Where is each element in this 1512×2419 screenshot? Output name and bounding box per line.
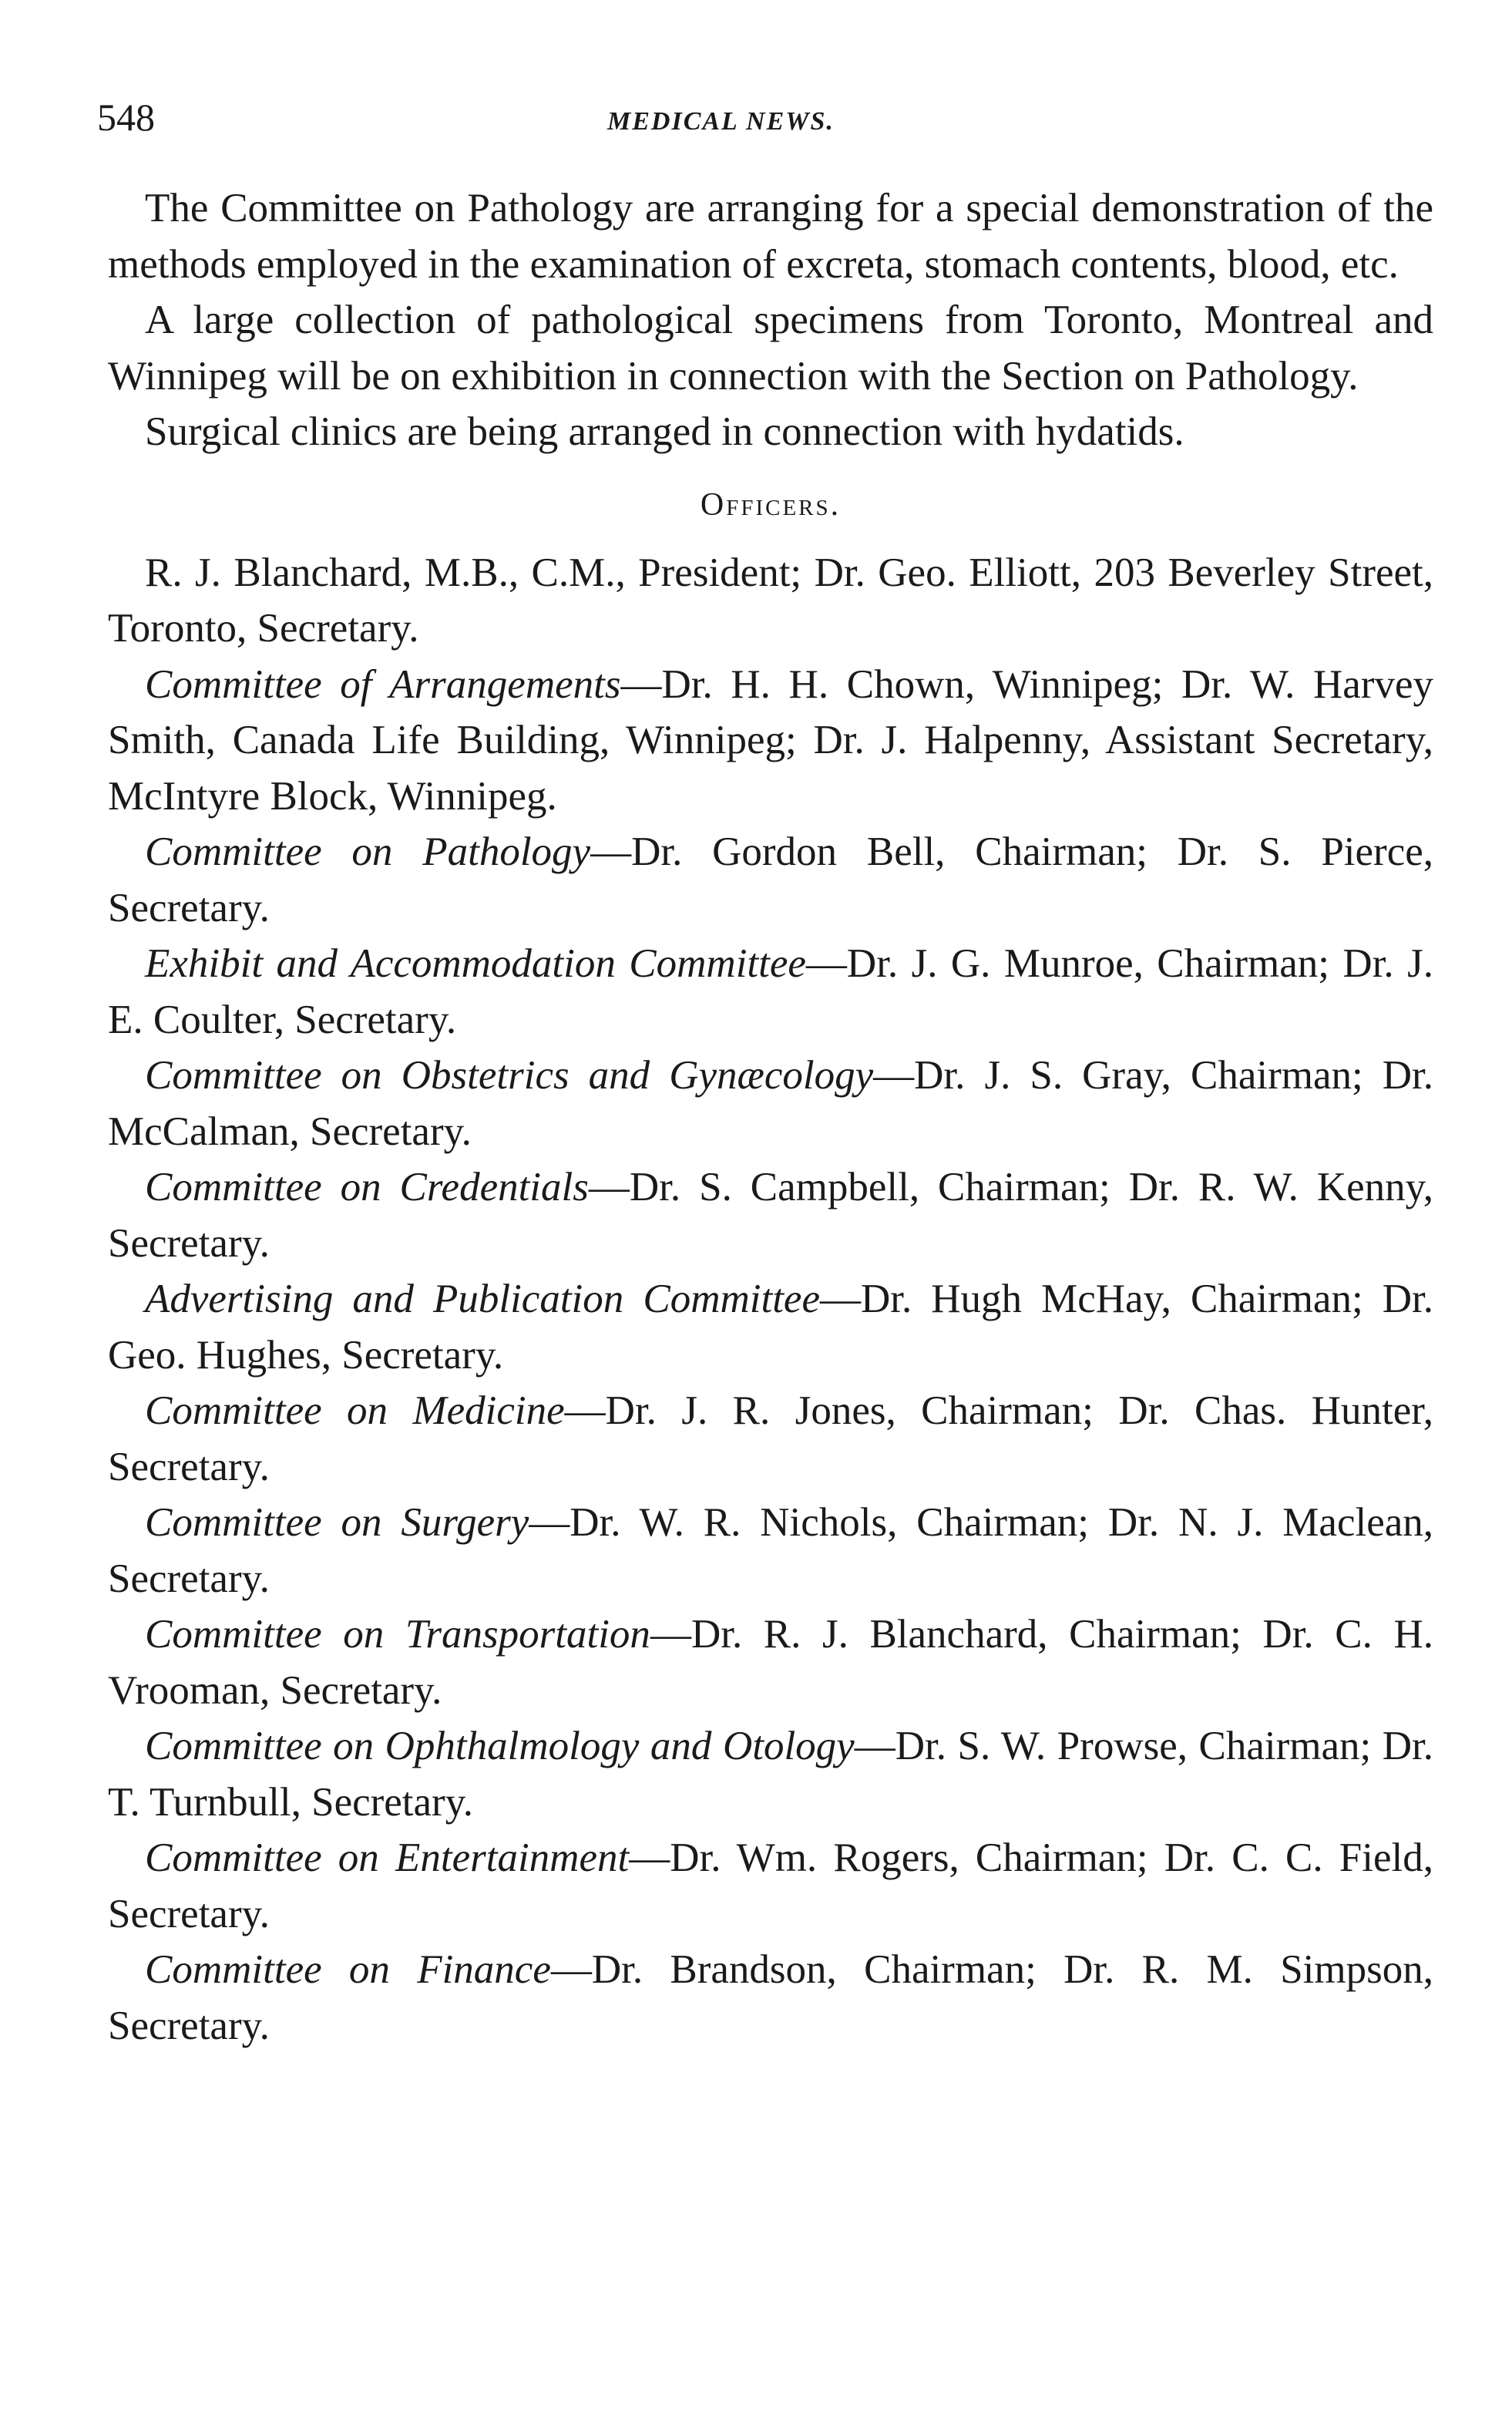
committee-entry (108, 824, 1433, 936)
committee-members: —Dr. J. G. Munroe, Chairman; Dr. J. E. Coulter, Secretary. (108, 941, 1433, 1042)
page-header (97, 94, 1423, 148)
committee-members: —Dr. J. R. Jones, Chairman; Dr. Chas. Hunter, Secretary. (108, 1388, 1433, 1489)
committee-name: Committee on Transportation (145, 1612, 650, 1657)
committee-name: Committee on Surgery (145, 1500, 529, 1545)
committee-members: —Dr. R. J. Blanchard, Chairman; Dr. C. H. Vrooman, Secretary. (108, 1612, 1434, 1713)
committee-entry (108, 1830, 1433, 1942)
committee-members: —Dr. Brandson, Chairman; Dr. R. M. Simpson, Secretary. (108, 1947, 1433, 2048)
committee-name: Committee on Pathology (145, 829, 591, 874)
running-head: MEDICAL NEWS. (607, 107, 835, 136)
committee-name: Committee on Finance (145, 1947, 551, 1992)
committee-members: —Dr. Gordon Bell, Chairman; Dr. S. Pierce, Secretary. (108, 829, 1433, 930)
page-number: 548 (97, 96, 155, 139)
article-body (108, 180, 1433, 2054)
officers-heading: Officers. (700, 486, 842, 523)
committee-entry (108, 1383, 1433, 1495)
committee-entry (108, 1606, 1433, 1718)
committee-name: Exhibit and Accommodation Committee (145, 941, 806, 986)
committee-entry (108, 1495, 1433, 1606)
committee-entry (108, 1718, 1433, 1830)
president-entry: R. J. Blanchard, M.B., C.M., President; Dr. Geo. Elliott, 203 Beverley Street, Toronto, Secretary. (108, 550, 1433, 651)
paragraph-surgical-clinics: Surgical clinics are being arranged in connection with hydatids. (145, 409, 1184, 454)
committee-members: —Dr. S. W. Prowse, Chairman; Dr. T. Turnbull, Secretary. (108, 1724, 1433, 1825)
committee-entry (108, 1048, 1433, 1159)
officers-list (108, 545, 1433, 2054)
committee-members: —Dr. H. H. Chown, Winnipeg; Dr. W. Harvey Smith, Canada Life Building, Winnipeg; Dr. J. Halpenny, Assistant Secretary, McIntyre Block, Winnipeg. (108, 661, 1433, 819)
committee-entry (108, 1159, 1433, 1271)
committee-members: —Dr. Hugh McHay, Chairman; Dr. Geo. Hughes, Secretary. (108, 1277, 1433, 1378)
committee-members: —Dr. S. Campbell, Chairman; Dr. R. W. Kenny, Secretary. (108, 1165, 1433, 1266)
committee-name: Committee on Credentials (145, 1165, 589, 1210)
committee-members: —Dr. Wm. Rogers, Chairman; Dr. C. C. Field, Secretary. (108, 1835, 1433, 1936)
committee-members: —Dr. W. R. Nichols, Chairman; Dr. N. J. Maclean, Secretary. (108, 1500, 1433, 1601)
committee-entry (108, 1271, 1433, 1383)
committee-name: Advertising and Publication Committee (145, 1277, 820, 1321)
committee-members: —Dr. J. S. Gray, Chairman; Dr. McCalman, Secretary. (108, 1053, 1433, 1154)
committee-name: Committee of Arrangements (145, 661, 621, 707)
committee-entry (108, 657, 1433, 825)
committee-entry (108, 1942, 1433, 2054)
committee-name: Committee on Entertainment (145, 1835, 630, 1880)
committee-name: Committee on Obstetrics and Gynæcology (145, 1053, 874, 1098)
paragraph-pathology-demonstration: The Committee on Pathology are arranging for a special demonstration of the methods employed in the examination of excreta, stomach contents, blood, etc. (108, 186, 1433, 287)
committee-entry (108, 936, 1433, 1048)
paragraph-specimens: A large collection of pathological specimens from Toronto, Montreal and Winnipeg will be on exhibition in connection with the Section on Pathology. (108, 298, 1433, 399)
committee-name: Committee on Ophthalmology and Otology (145, 1724, 855, 1768)
committee-name: Committee on Medicine (145, 1388, 565, 1433)
